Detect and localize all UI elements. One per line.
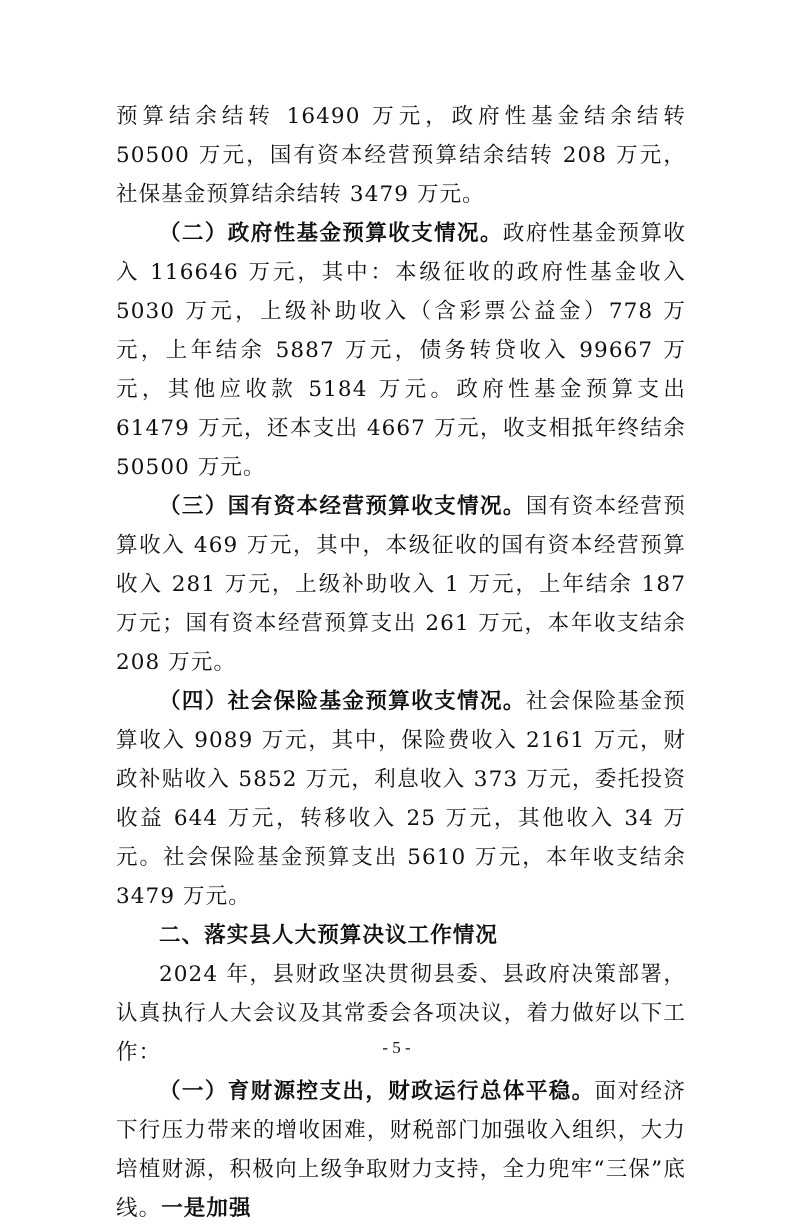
- paragraph-text: 国有资本经营预算收入 469 万元，其中，本级征收的国有资本经营预算收入 281 万元，上级补助收入 1 万元，上年结余 187 万元；国有资本经营预算支出 261 万元，本年收支结余 208 万元。: [116, 494, 687, 675]
- paragraph-heading: （四）社会保险基金预算收支情况。: [159, 689, 526, 714]
- paragraph-heading: （三）国有资本经营预算收支情况。: [159, 494, 526, 519]
- paragraph-carryover: [116, 97, 686, 214]
- paragraph-text: 社会保险基金预算收入 9089 万元，其中，保险费收入 2161 万元，财政补贴收入 5852 万元，利息收入 373 万元，委托投资收益 644 万元，转移收入 25 万元，其他收入 34 万元。社会保险基金预算支出 5610 万元，本年收支结余 3479 万元。: [116, 689, 687, 909]
- paragraph-text: 2024 年，县财政坚决贯彻县委、县政府决策部署，认真执行人大会议及其常委会各项决议，着力做好以下工作：: [116, 962, 686, 1065]
- section-heading: [116, 916, 686, 955]
- paragraph-text: 面对经济下行压力带来的增收困难，财税部门加强收入组织，大力培植财源，积极向上级争取财力支持，全力兜牢“三保”底线。: [116, 1079, 686, 1221]
- paragraph-social-insurance: [116, 682, 686, 916]
- paragraph-revenue-control: [116, 1072, 686, 1228]
- paragraph-heading: （一）育财源控支出，财政运行总体平稳。: [159, 1079, 595, 1104]
- paragraph-text: 政府性基金预算收入 116646 万元，其中：本级征收的政府性基金收入 5030 万元，上级补助收入（含彩票公益金）778 万元，上年结余 5887 万元，债务转贷收入 99667 万元，其他应收款 5184 万元。政府性基金预算支出 61479 万元，还本支出 4667 万元，收支相抵年终结余 50500 万元。: [116, 221, 686, 480]
- paragraph-state-capital: [116, 487, 686, 682]
- document-body: [116, 97, 686, 1228]
- paragraph-text: 预算结余结转 16490 万元，政府性基金结余结转 50500 万元，国有资本经营预算结余结转 208 万元，社保基金预算结余结转 3479 万元。: [116, 104, 686, 207]
- paragraph-tail: 一是加强: [161, 1196, 252, 1221]
- paragraph-gov-fund: [116, 214, 686, 487]
- section-heading-text: 二、落实县人大预算决议工作情况: [159, 923, 499, 948]
- page-number: - 5 -: [382, 1038, 411, 1057]
- paragraph-heading: （二）政府性基金预算收支情况。: [159, 221, 503, 246]
